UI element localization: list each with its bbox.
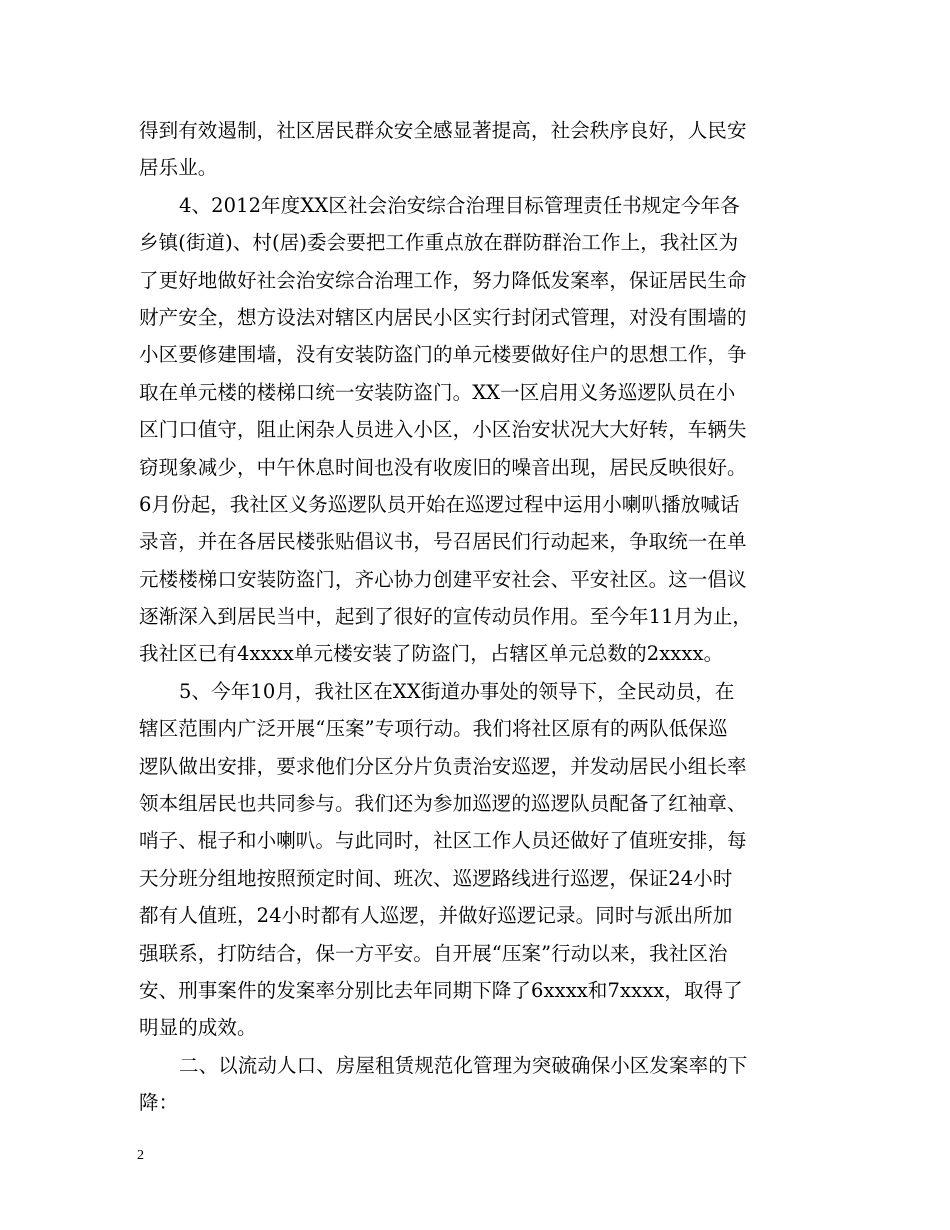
text-line: 元楼楼梯口安装防盗门，齐心协力创建平安社会、平安社区。这一倡议 <box>139 567 747 591</box>
paragraph-start-line: 4、2012年度XX区社会治安综合治理目标管理责任书规定今年各 <box>179 193 740 217</box>
text-line: 领本组居民也共同参与。我们还为参加巡逻的巡逻队员配备了红袖章、 <box>139 792 747 816</box>
text-line: 我社区已有4xxxx单元楼安装了防盗门，占辖区单元总数的2xxxx。 <box>139 642 724 666</box>
page-number: 2 <box>137 1148 144 1163</box>
text-line: 居乐业。 <box>139 156 218 180</box>
text-line: 得到有效遏制，社区居民群众安全感显著提高，社会秩序良好，人民安 <box>139 119 747 142</box>
section-heading-line: 二、以流动人口、房屋租赁规范化管理为突破确保小区发案率的下 <box>179 1053 748 1077</box>
text-line: 哨子、棍子和小喇叭。与此同时，社区工作人员还做好了值班安排，每 <box>139 829 747 853</box>
text-line: 取在单元楼的楼梯口统一安装防盗门。XX一区启用义务巡逻队员在小 <box>139 380 736 404</box>
text-line: 区门口值守，阻止闲杂人员进入小区，小区治安状况大大好转，车辆失 <box>139 418 747 442</box>
text-line: 6月份起，我社区义务巡逻队员开始在巡逻过程中运用小喇叭播放喊话 <box>139 492 740 516</box>
body-text <box>139 112 829 1122</box>
text-line: 逐渐深入到居民当中，起到了很好的宣传动员作用。至今年11月为止， <box>139 605 753 629</box>
text-line: 明显的成效。 <box>139 1016 257 1040</box>
text-line: 强联系，打防结合，保一方平安。自开展“压案”行动以来，我社区治 <box>139 941 728 965</box>
paragraph-start-line: 5、今年10月，我社区在XX街道办事处的领导下，全民动员，在 <box>179 679 735 703</box>
text-line: 都有人值班，24小时都有人巡逻，并做好巡逻记录。同时与派出所加 <box>139 904 733 928</box>
text-line: 逻队做出安排，要求他们分区分片负责治安巡逻，并发动居民小组长率 <box>139 754 747 778</box>
text-line: 了更好地做好社会治安综合治理工作，努力降低发案率，保证居民生命 <box>139 268 747 292</box>
text-line: 乡镇(街道)、村(居)委会要把工作重点放在群防群治工作上，我社区为 <box>139 231 739 255</box>
text-line: 小区要修建围墙，没有安装防盗门的单元楼要做好住户的思想工作，争 <box>139 343 747 367</box>
text-line: 财产安全，想方设法对辖区内居民小区实行封闭式管理，对没有围墙的 <box>139 305 747 329</box>
text-line: 天分班分组地按照预定时间、班次、巡逻路线进行巡逻，保证24小时 <box>139 866 733 890</box>
text-line: 安、刑事案件的发案率分别比去年同期下降了6xxxx和7xxxx，取得了 <box>139 978 743 1002</box>
text-line: 辖区范围内广泛开展“压案”专项行动。我们将社区原有的两队低保巡 <box>139 717 728 741</box>
section-heading-line: 降： <box>139 1091 179 1115</box>
text-line: 录音，并在各居民楼张贴倡议书，号召居民们行动起来，争取统一在单 <box>139 530 747 554</box>
text-line: 窃现象减少，中午休息时间也没有收废旧的噪音出现，居民反映很好。 <box>139 455 747 479</box>
